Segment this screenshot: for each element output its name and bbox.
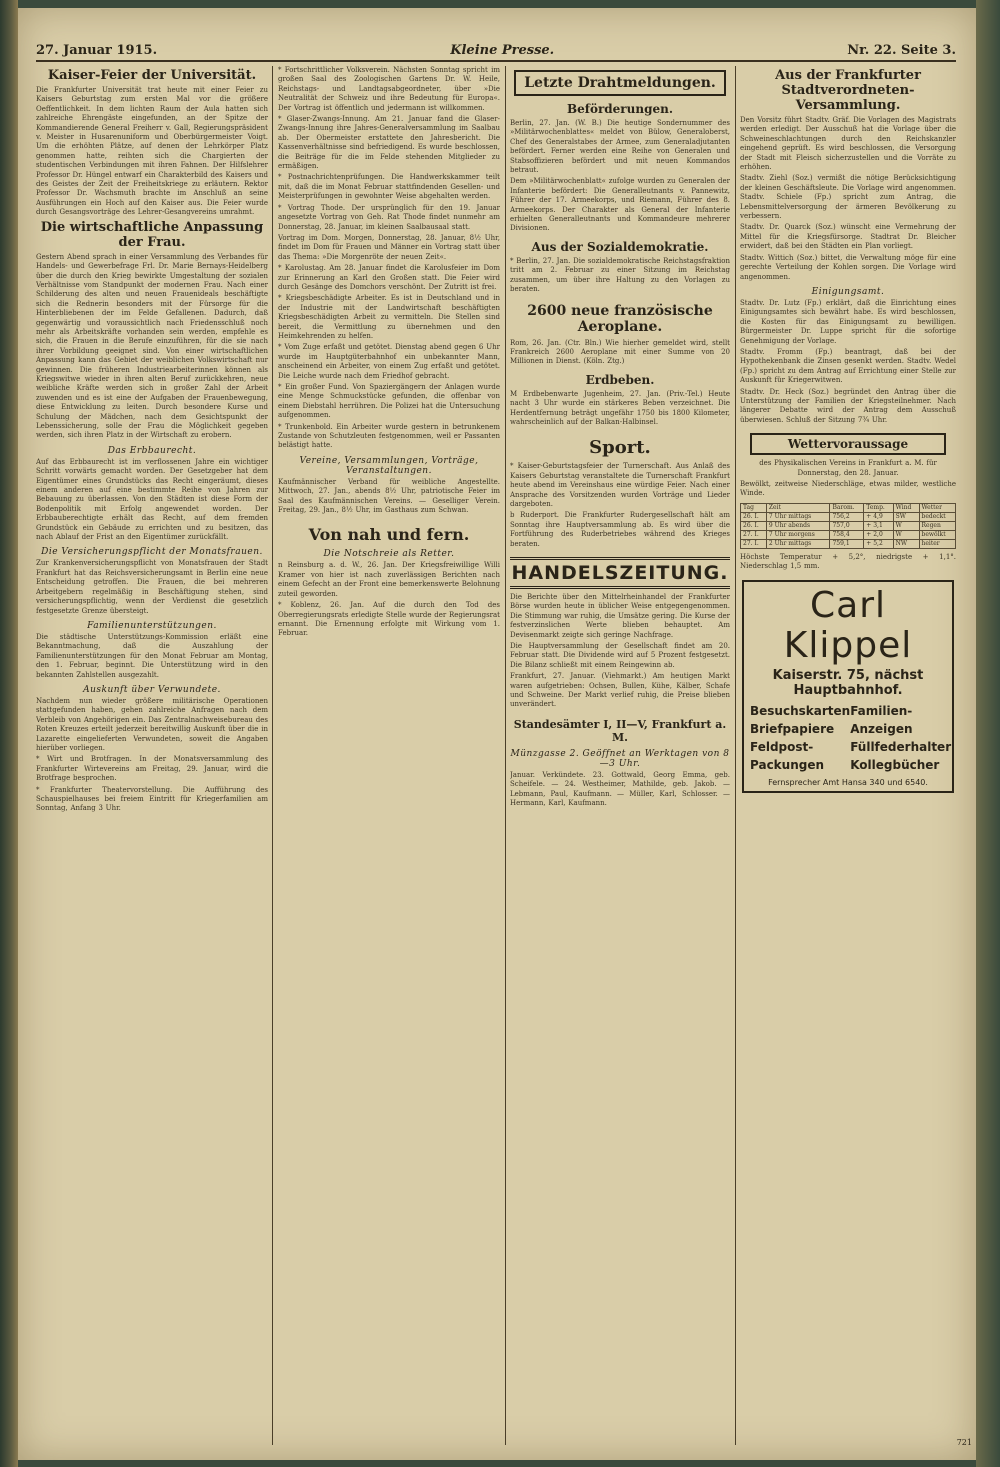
headline-drahtmeldungen: Letzte Drahtmeldungen. (514, 70, 726, 96)
headline-sport: Sport. (589, 437, 651, 459)
subheadline-vereine: Vereine, Versammlungen, Vorträge, Veranstaltungen. (299, 455, 479, 476)
article-text: * Postnachrichtenprüfungen. Die Handwerkskammer teilt mit, daß die im Monat Februar stattfindenden Gesellen- und Meisterprüfungen in gewohnter Weise abgehalten werden. (278, 173, 500, 201)
weather-table-header-cell: Tag (741, 503, 767, 512)
headline-anpassung: Die wirtschaftliche Anpassung der Frau. (40, 219, 264, 250)
headline-stadtverordneten: Aus der Frankfurter Stadtverordneten-Versammlung. (775, 68, 921, 113)
article-text: Auf das Erbbaurecht ist im verflossenen Jahre ein wichtiger Schritt vorwärts gemacht worden. Der Gesetzgeber hat dem Eigentümer eines Grundstücks das Recht eingeräumt, dieses einem anderen auf eine bestimmte Reihe von Jahren zur Bebauung zu überlassen. Von den Städten ist diese Form der Bodenpolitik mit Erfolg angewendet worden. Der Erbbauberechtigte erhält das Recht, auf dem fremden Grundstück ein Gebäude zu errichten und zu besitzen, das nach Ablauf der Frist an den Eigentümer zurückfällt. (36, 457, 268, 542)
article-text: M Erdbebenwarte Jugenheim, 27. Jan. (Priv.-Tel.) Heute nacht 3 Uhr wurde ein stärkeres Beben verzeichnet. Die Herdentfernung beträgt ungefähr 1750 bis 1800 Kilometer, wahrscheinlich auf der Balkan-Halbinsel. (510, 389, 730, 426)
headline-wettervoraussage: Wettervoraussage (750, 433, 946, 455)
weather-table-cell: 756,2 (830, 512, 864, 521)
article-text: Stadtv. Dr. Quarck (Soz.) wünscht eine Vermehrung der Mittel für die Kriegsfürsorge. Stadtrat Dr. Bleicher erwidert, daß bei den Städten ein Plan vorliegt. (740, 223, 956, 251)
article-text: * Kaiser-Geburtstagsfeier der Turnerschaft. Aus Anlaß des Kaisers Geburtstag veranstaltete die Turnerschaft Frankfurt heute abend im Vereinshaus eine würdige Feier. Nach einer Ansprache des Vorsitzenden wurden Vorträge und Lieder dargeboten. (510, 462, 730, 508)
article-text: Die Berichte über den Mittelrheinhandel der Frankfurter Börse wurden heute in üblicher Weise entgegengenommen. Die Stimmung war ruhig, die Umsätze gering. Die Kurse der festverzinslichen Werte blieben behauptet. Am Devisenmarkt zeigte sich geringe Nachfrage. (510, 593, 730, 639)
article-text: * Fortschrittlicher Volksverein. Nächsten Sonntag spricht im großen Saal des Zoologischen Gartens Dr. W. Heile, Reichstags- und Landtagsabgeordneter, über »Die Neutralität der Schweiz und ihre Bedeutung für Europa«. Der Vortrag ist öffentlich und jedermann ist willkommen. (278, 66, 500, 112)
ad-address: Kaiserstr. 75, nächst Hauptbahnhof. (772, 667, 924, 698)
article-text: Die städtische Unterstützungs-Kommission erläßt eine Bekanntmachung, daß die Auszahlung der Familienunterstützungen für den Monat Februar am Montag, den 1. Februar, beginnt. Die Unterstützung wird in den bekannten Zahlstellen ausgezahlt. (36, 632, 268, 679)
ad-product: Füllfederhalter (850, 739, 952, 754)
weather-table-cell: 26. I. (741, 521, 767, 530)
article-text: Die Frankfurter Universität trat heute mit einer Feier zu Kaisers Geburtstag zum ersten Mal vor die größere Oeffentlichkeit. In dem lichten Raum der Aula hatten sich zahlreiche Ehrengäste eingefunden, an der Spitze der Kommandierende General Freiherr v. Gall, Regierungspräsident v. Meister in Husarenuniform und Oberbürgermeister Voigt. Um die erhöhten Plätze, auf denen der Lehrkörper Platz genommen hatte, reihten sich die Chargierten der studentischen Verbindungen mit ihren Fahnen. Der Hilfslehrer Professor Dr. Hüngel entwarf ein Charakterbild des Kaisers und des Geistes der Zeit der Freiheitskriege zu erläutern. Rektor Professor Dr. Wachsmuth brachte im Anschluß an seine Ausführungen ein Hoch auf den Kaiser aus. Die Feier wurde durch Gesangsvorträge des Lehrer-Gesangvereins umrahmt. (36, 86, 268, 217)
headline-befoerderungen: Beförderungen. (567, 102, 673, 116)
column-rule (272, 66, 273, 1445)
weather-table-row (741, 512, 956, 521)
headline-standesaemter: Standesämter I, II—V, Frankfurt a. M. (513, 717, 727, 744)
column-rule (505, 66, 506, 1445)
standesamt-address: Münzgasse 2. Geöffnet an Werktagen von 8—3 Uhr. (510, 748, 730, 769)
weather-table-cell: W (893, 521, 919, 530)
column-1 (36, 66, 268, 1445)
article-text: * Vom Zuge erfaßt und getötet. Dienstag abend gegen 6 Uhr wurde im Hauptgüterbahnhof ein unbekannter Mann, anscheinend ein Arbeiter, von einem Zug erfaßt und getötet. Die Leiche wurde nach dem Friedhof gebracht. (278, 343, 500, 380)
column-4 (740, 66, 956, 1445)
article-text: Die Hauptversammlung der Gesellschaft findet am 20. Februar statt. Die Dividende wird auf 5 Prozent festgesetzt. Die Bilanz schließt mit einem Reingewinn ab. (510, 642, 730, 669)
weather-table-cell: bedeckt (919, 512, 956, 521)
article-text: Stadtv. Ziehl (Soz.) vermißt die nötige Berücksichtigung der kleinen Geschäftsleute. Die Vorlage wird angenommen. Stadtv. Schiele (Fp.) spricht zum Antrag, die Lebensmittelversorgung der ärmeren Bevölkerung zu verbessern. (740, 174, 956, 221)
headline-sozialdemokratie: Aus der Sozialdemokratie. (531, 239, 709, 254)
article-text: Vortrag im Dom. Morgen, Donnerstag, 28. Januar, 8½ Uhr, findet im Dom für Frauen und Männer ein Vortrag statt über das Thema: »Die Morgenröte der neuen Zeit«. (278, 233, 500, 261)
weather-table-cell: 9 Uhr abends (766, 521, 830, 530)
paper-name: Kleine Presse. (450, 42, 555, 58)
subheadline-notschreie: Die Notschreie als Retter. (323, 549, 455, 560)
weather-table-header (741, 503, 956, 512)
right-edge (976, 0, 1000, 1467)
article-text: Stadtv. Dr. Lutz (Fp.) erklärt, daß die Einrichtung eines Einigungsamtes sich bewährt habe. Es wird beschlossen, die Kosten für das Einigungsamt zu bewilligen. Bürgermeister Dr. Luppe spricht für die sofortige Genehmigung der Vorlage. (740, 298, 956, 345)
weather-table-cell: W (893, 530, 919, 539)
column-2 (278, 66, 500, 1445)
weather-intro: des Physikalischen Vereins in Frankfurt a. M. für Donnerstag, den 28. Januar. (759, 459, 937, 477)
ad-product: Familien-Anzeigen (850, 703, 913, 736)
weather-forecast: Bewölkt, zeitweise Niederschläge, etwas milder, westliche Winde. (740, 480, 956, 498)
weather-table-cell: + 3,1 (864, 521, 893, 530)
column-3 (510, 66, 730, 1445)
subheadline-einigungsamt: Einigungsamt. (811, 286, 885, 297)
article-text: Stadtv. Fromm (Fp.) beantragt, daß bei der Hypothekenbank die Zinsen gesenkt werden. Stadtv. Wedel (Fp.) spricht zu dem Antrag auf Errichtung einer Stelle zur Auskunft für Kriegerwitwen. (740, 347, 956, 385)
weather-table-cell: heiter (919, 539, 956, 548)
weather-table-cell: 2 Uhr mittags (766, 539, 830, 548)
weather-table-cell: NW (893, 539, 919, 548)
ad-products-right (850, 702, 951, 774)
ad-company-name: Carl Klippel (783, 584, 913, 666)
weather-table-row (741, 530, 956, 539)
article-text: Stadtv. Dr. Heck (Soz.) begründet den Antrag über die Unterstützung der Familien der Kriegsteilnehmer. Nach längerer Debatte wird der Antrag dem Ausschuß überwiesen. Schluß der Sitzung 7¾ Uhr. (740, 387, 956, 424)
subheadline-familien: Familienunterstützungen. (87, 620, 217, 631)
weather-table-cell: 759,1 (830, 539, 864, 548)
article-text: * Ein großer Fund. Von Spaziergängern der Anlagen wurde eine Menge Schmuckstücke gefunden, die offenbar von einem Diebstahl herrühren. Die Polizei hat die Untersuchung aufgenommen. (278, 383, 500, 420)
weather-table-cell: 7 Uhr mittags (766, 512, 830, 521)
weather-table-cell: 758,4 (830, 530, 864, 539)
article-text: * Trunkenbold. Ein Arbeiter wurde gestern in betrunkenem Zustande von Schutzleuten festgenommen, weil er Passanten belästigt hatte. (278, 422, 500, 450)
issue-date: 27. Januar 1915. (36, 42, 158, 58)
article-text: Berlin, 27. Jan. (W. B.) Die heutige Sondernummer des »Militärwochenblattes« meldet von Bülow, Generaloberst, Chef des Generalstabes der Armee, zum Generaladjutanten befördert. Ferner werden eine Reihe von Generalen und Stabsoffizieren befördert und mit neuen Kommandos betraut. (510, 119, 730, 175)
article-text: Januar. Verkündete. 23. Gottwald, Georg Emma, geb. Scheifele. — 24. Westheimer, Mathilde, geb. Jakob. — Lebmann, Paul, Kaufmann. — Müller, Karl, Schlosser. — Hermann, Karl, Kaufmann. (510, 770, 730, 808)
ad-product: Feldpost-Packungen (750, 739, 825, 772)
weather-table-cell: 757,0 (830, 521, 864, 530)
weather-table-cell: 27. I. (741, 530, 767, 539)
article-text: * Frankfurter Theatervorstellung. Die Aufführung des Schauspielhauses bei freiem Eintritt für Kriegerfamilien am Sonntag, Anfang 3 Uhr. (36, 785, 268, 813)
article-text: * Berlin, 27. Jan. Die sozialdemokratische Reichstagsfraktion tritt am 2. Februar zu einer Sitzung im Reichstag zusammen, um über ihre Haltung zu den Vorlagen zu beraten. (510, 256, 730, 294)
weather-table-cell: 27. I. (741, 539, 767, 548)
article-text: Kaufmännischer Verband für weibliche Angestellte. Mittwoch, 27. Jan., abends 8½ Uhr, patriotische Feier im Saal des Kaufmännischen Vereins. — Geselliger Verein. Freitag, 29. Jan., 8½ Uhr, im Gasthaus zum Schwan. (278, 477, 500, 515)
weather-table-row (741, 539, 956, 548)
article-text: Gestern Abend sprach in einer Versammlung des Verbandes für Handels- und Gewerbefrage Frl. Dr. Marie Bernays-Heidelberg über die durch den Krieg bewirkte Umgestaltung der sozialen Verhältnisse vom Standpunkt der modernen Frau. Nach einer Schilderung des alten und neuen Frauenideals beschäftigte sich die Rednerin besonders mit der Fürsorge für die Hinterbliebenen der im Felde Gefallenen. Dadurch, daß gegenwärtig und voraussichtlich nach Friedensschluß noch mehr als Arbeitskräfte vorhanden sein werden, empfehle es sich, die Frauen in die Berufe einzuführen, für die sie nach ihrer Vorbildung geeignet sind. Von einer wirtschaftlichen Anpassung kann das Gebiet der weiblichen Volkswirtschaft nur gewinnen. Die früheren Industriearbeiterinnen können als Kriegswitwe wieder in ihren alten Beruf zurückkehren, neue weibliche Kräfte werden sich in großer Zahl der Arbeit zuwenden und es ist eine der Aufgaben der Frauenbewegung, diese Entwicklung zu leiten. Durch besondere Kurse und Schulung der Mädchen, nach dem Gesichtspunkt der Lebenssicherung, solle der Frau die Möglichkeit gegeben werden, sich ihren Platz in der Wirtschaft zu erobern. (36, 252, 268, 440)
weather-table-cell: 26. I. (741, 512, 767, 521)
article-text: * Karolustag. Am 28. Januar findet die Karolusfeier im Dom zur Erinnerung an Karl den Großen statt. Die Feier wird durch Gesänge des Domchors verschönt. Der Zutritt ist frei. (278, 264, 500, 291)
article-text: b Ruderport. Die Frankfurter Rudergesellschaft hält am Sonntag ihre Hauptversammlung ab. Es wird über die Fortführung des Ruderbetriebes während des Krieges beraten. (510, 511, 730, 548)
weather-table-row (741, 521, 956, 530)
article-text: n Reinsburg a. d. W., 26. Jan. Der Kriegsfreiwillige Willi Kramer von hier ist nach zuverlässigen Berichten nach einem Gefecht an der Front eine bemerkenswerte Belohnung zuteil geworden. (278, 561, 500, 598)
column-rule (735, 66, 736, 1445)
weather-table-header-cell: Wind (893, 503, 919, 512)
weather-table-cell: + 5,2 (864, 539, 893, 548)
article-text: * Koblenz, 26. Jan. Auf die durch den Tod des Oberregierungsrats erledigte Stelle wurde der Regierungsrat ernannt. Die Ernennung erfolgte mit Wirkung vom 1. Februar. (278, 601, 500, 638)
ad-product: Besuchskarten (750, 703, 851, 718)
headline-kaiser-feier: Kaiser-Feier der Universität. (47, 68, 257, 83)
headline-erdbeben: Erdbeben. (585, 372, 655, 387)
headline-handelszeitung: HANDELSZEITUNG. (510, 557, 730, 589)
weather-table-cell: + 4,9 (864, 512, 893, 521)
subheadline-erbbaurecht: Das Erbbaurecht. (107, 445, 197, 456)
article-text: * Vortrag Thode. Der ursprünglich für den 19. Januar angesetzte Vortrag von Geh. Rat Thode findet nunmehr am Donnerstag, 28. Januar, im kleinen Saalbausaal statt. (278, 203, 500, 231)
weather-table-cell: Regen (919, 521, 956, 530)
headline-aeroplane: 2600 neue französische Aeroplane. (527, 302, 713, 335)
weather-summary: Höchste Temperatur + 5,2°, niedrigste + 1,1°. Niederschlag 1,5 mm. (740, 552, 956, 571)
ad-product: Kollegbücher (850, 757, 940, 772)
article-text: Stadtv. Wittich (Soz.) bittet, die Verwaltung möge für eine gerechte Verteilung der Kohlen sorgen. Die Vorlage wird angenommen. (740, 253, 956, 281)
article-text: Den Vorsitz führt Stadtv. Gräf. Die Vorlagen des Magistrats werden erledigt. Der Ausschuß hat die Vorlage über die Schweineschlachtungen durch den Reichskanzler eingehend geprüft. Es wird beschlossen, die Versorgung der Stadt mit Fleisch sicherzustellen und die Vorräte zu erhöhen. (740, 116, 956, 172)
article-text: Frankfurt, 27. Januar. (Viehmarkt.) Am heutigen Markt waren aufgetrieben: Ochsen, Bullen, Kühe, Kälber, Schafe und Schweine. Der Markt verlief ruhig, die Preise blieben unverändert. (510, 672, 730, 709)
weather-table-header-cell: Barom. (830, 503, 864, 512)
weather-table-cell: 7 Uhr morgens (766, 530, 830, 539)
ad-product-list (750, 702, 952, 774)
weather-table-cell: bewölkt (919, 530, 956, 539)
article-text: * Wirt und Brotfragen. In der Monatsversammlung des Frankfurter Wirtevereins am Freitag, 29. Januar, wird die Brotfrage besprochen. (36, 755, 268, 783)
ad-products-left (750, 702, 850, 774)
headline-von-nah-und-fern: Von nah und fern. (308, 525, 470, 545)
advertisement-klippel (742, 580, 954, 793)
issue-number: Nr. 22. Seite 3. (847, 42, 956, 58)
weather-table-header-cell: Zeit (766, 503, 830, 512)
ad-product: Briefpapiere (750, 721, 835, 736)
weather-table (740, 503, 956, 549)
article-text: Nachdem nun wieder größere militärische Operationen stattgefunden haben, gehen zahlreiche Anfragen nach dem Verbleib von Angehörigen ein. Das Zentralnachweisebureau des Roten Kreuzes erteilt jederzeit bereitwillig Auskunft über die in Lazarette eingelieferten Verwundeten, soweit die Angaben hierüber vorliegen. (36, 696, 268, 752)
article-text: * Glaser-Zwangs-Innung. Am 21. Januar fand die Glaser-Zwangs-Innung ihre Jahres-Generalversammlung im Saalbau ab. Der Obermeister erstattete den Jahresbericht. Die Kassenverhältnisse sind befriedigend. Es wurde beschlossen, die Beiträge für die im Felde stehenden Mitglieder zu ermäßigen. (278, 115, 500, 171)
subheadline-auskunft: Auskunft über Verwundete. (83, 684, 221, 695)
page-binding (0, 0, 18, 1467)
article-text: Zur Krankenversicherungspflicht von Monatsfrauen der Stadt Frankfurt hat das Reichsversicherungsamt in Berlin eine neue Entscheidung getroffen. Die Frauen, die bei mehreren Arbeitgebern regelmäßig in Beschäftigung stehen, sind versicherungspflichtig, wenn der Verdienst die gesetzlich festgesetzte Grenze übersteigt. (36, 559, 268, 615)
weather-table-header-cell: Temp. (864, 503, 893, 512)
article-text: Dem »Militärwochenblatt« zufolge wurden zu Generalen der Infanterie befördert: Die Generalleutnants v. Pannewitz, Führer der 17. Armeekorps, und Riemann, Führer des 8. Armeekorps. Der Charakter als General der Infanterie erhielten Generalleutnants und Kommandeure mehrerer Divisionen. (510, 177, 730, 233)
ad-phone: Fernsprecher Amt Hansa 340 und 6540. (768, 777, 928, 787)
weather-table-body (741, 512, 956, 548)
weather-table-cell: SW (893, 512, 919, 521)
masthead (36, 40, 956, 62)
article-text: * Kriegsbeschädigte Arbeiter. Es ist in Deutschland und in der Industrie mit der Landwirtschaft beschäftigten Kriegsbeschädigten Arbeit zu vermitteln. Die Stellen sind bereit, die Vermittlung zu übernehmen und den Heimkehrenden zu helfen. (278, 294, 500, 340)
page-mark: 721 (956, 1438, 972, 1447)
weather-table-cell: + 2,0 (864, 530, 893, 539)
subheadline-versicherung: Die Versicherungspflicht der Monatsfrauen. (41, 547, 263, 558)
article-text: Rom, 26. Jan. (Ctr. Bln.) Wie hierher gemeldet wird, stellt Frankreich 2600 Aeroplane mit einer Summe von 20 Millionen in Dienst. (Köln. Ztg.) (510, 338, 730, 366)
weather-table-header-cell: Wetter (919, 503, 956, 512)
